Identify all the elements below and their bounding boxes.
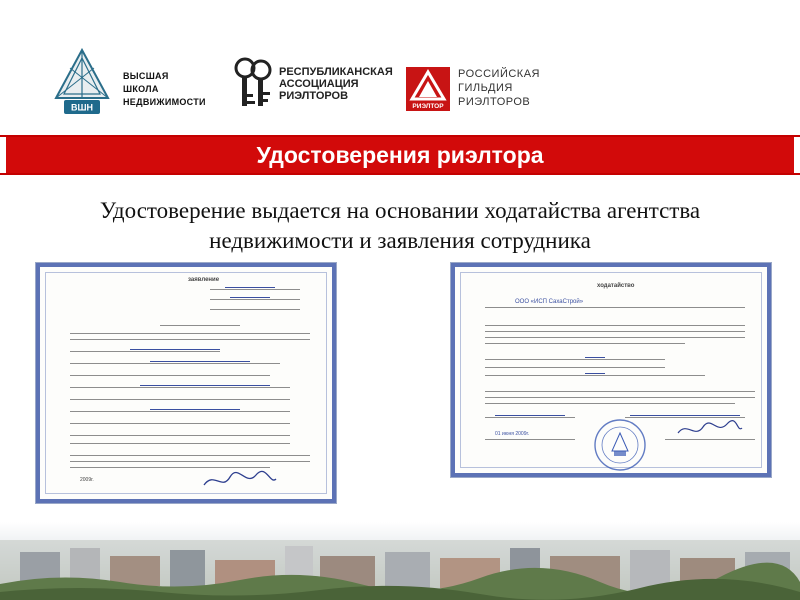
handwriting-stroke: [230, 297, 270, 298]
rgr-logo-text: [458, 67, 540, 109]
vshn-line-3: НЕДВИЖИМОСТИ: [123, 97, 206, 107]
right-doc-heading: ходатайство: [597, 283, 635, 289]
doc-line: [485, 307, 745, 308]
handwriting-stroke: [225, 287, 275, 288]
right-doc-date: 01 июня 2009г.: [495, 431, 530, 437]
doc-line: [210, 289, 300, 290]
doc-line: [485, 403, 735, 404]
vshn-emblem-icon: [52, 48, 112, 120]
doc-line: [70, 435, 290, 436]
handwriting-stroke: [130, 349, 220, 350]
doc-line: [210, 309, 300, 310]
rgr-line-2: ГИЛЬДИЯ: [458, 82, 513, 94]
doc-line: [485, 343, 685, 344]
handwriting-stroke: [585, 373, 605, 374]
subtitle-line-2: недвижимости и заявления сотрудника: [209, 228, 591, 253]
doc-line: [485, 397, 755, 398]
doc-line: [485, 359, 665, 360]
handwriting-stroke: [630, 415, 740, 416]
signature-icon: [675, 417, 745, 441]
rgr-emblem-icon: [406, 67, 450, 111]
vshn-line-2: ШКОЛА: [123, 84, 159, 94]
city-panorama-image: [0, 522, 800, 600]
doc-line: [485, 367, 665, 368]
title-bar: [0, 135, 800, 175]
doc-line: [70, 455, 310, 456]
ara-line-1: РЕСПУБЛИКАНСКАЯ: [279, 66, 393, 78]
slide-subtitle: [30, 196, 770, 256]
doc-line: [70, 363, 280, 364]
doc-line: [485, 375, 705, 376]
signature-icon: [200, 467, 280, 493]
handwriting-stroke: [150, 409, 240, 410]
doc-line: [485, 391, 755, 392]
doc-line: [485, 439, 575, 440]
handwriting-stroke: [150, 361, 250, 362]
logo-strip: [0, 40, 800, 120]
doc-line: [70, 333, 310, 334]
doc-line: [70, 339, 310, 340]
ara-logo-text: [279, 66, 393, 102]
stamp-icon: [590, 417, 650, 473]
rgr-line-3: РИЭЛТОРОВ: [458, 96, 531, 108]
doc-line: [70, 387, 290, 388]
rgr-emblem-text: РИЭЛТОР: [412, 103, 444, 110]
doc-line: [70, 443, 290, 444]
right-doc-agency: ООО «ИСП СахаСтрой»: [515, 299, 584, 305]
vshn-logo-text: [123, 70, 206, 109]
handwriting-stroke: [495, 415, 565, 416]
handwriting-stroke: [140, 385, 270, 386]
handwriting-stroke: [585, 357, 605, 358]
ara-line-2: АССОЦИАЦИЯ: [279, 78, 359, 90]
doc-line: [70, 399, 290, 400]
vshn-line-1: ВЫСШАЯ: [123, 71, 169, 81]
application-document-image: [36, 263, 336, 503]
doc-line: [160, 325, 240, 326]
doc-line: [70, 411, 290, 412]
petition-document-image: [451, 263, 771, 477]
doc-line: [70, 351, 220, 352]
doc-line: [210, 299, 300, 300]
keys-icon: [232, 56, 274, 110]
doc-line: [485, 325, 745, 326]
left-doc-date: 2009г.: [80, 477, 94, 483]
vshn-emblem-text: ВШН: [70, 102, 94, 113]
rgr-line-1: РОССИЙСКАЯ: [458, 68, 540, 80]
doc-line: [485, 331, 745, 332]
doc-line: [70, 461, 310, 462]
left-doc-heading: заявление: [188, 277, 220, 283]
slide-title: Удостоверения риэлтора: [6, 137, 794, 173]
ara-line-3: РИЭЛТОРОВ: [279, 90, 349, 102]
doc-line: [485, 417, 575, 418]
doc-line: [70, 423, 290, 424]
subtitle-line-1: Удостоверение выдается на основании ходатайства агентства: [99, 198, 701, 223]
doc-line: [70, 375, 270, 376]
doc-line: [485, 337, 745, 338]
